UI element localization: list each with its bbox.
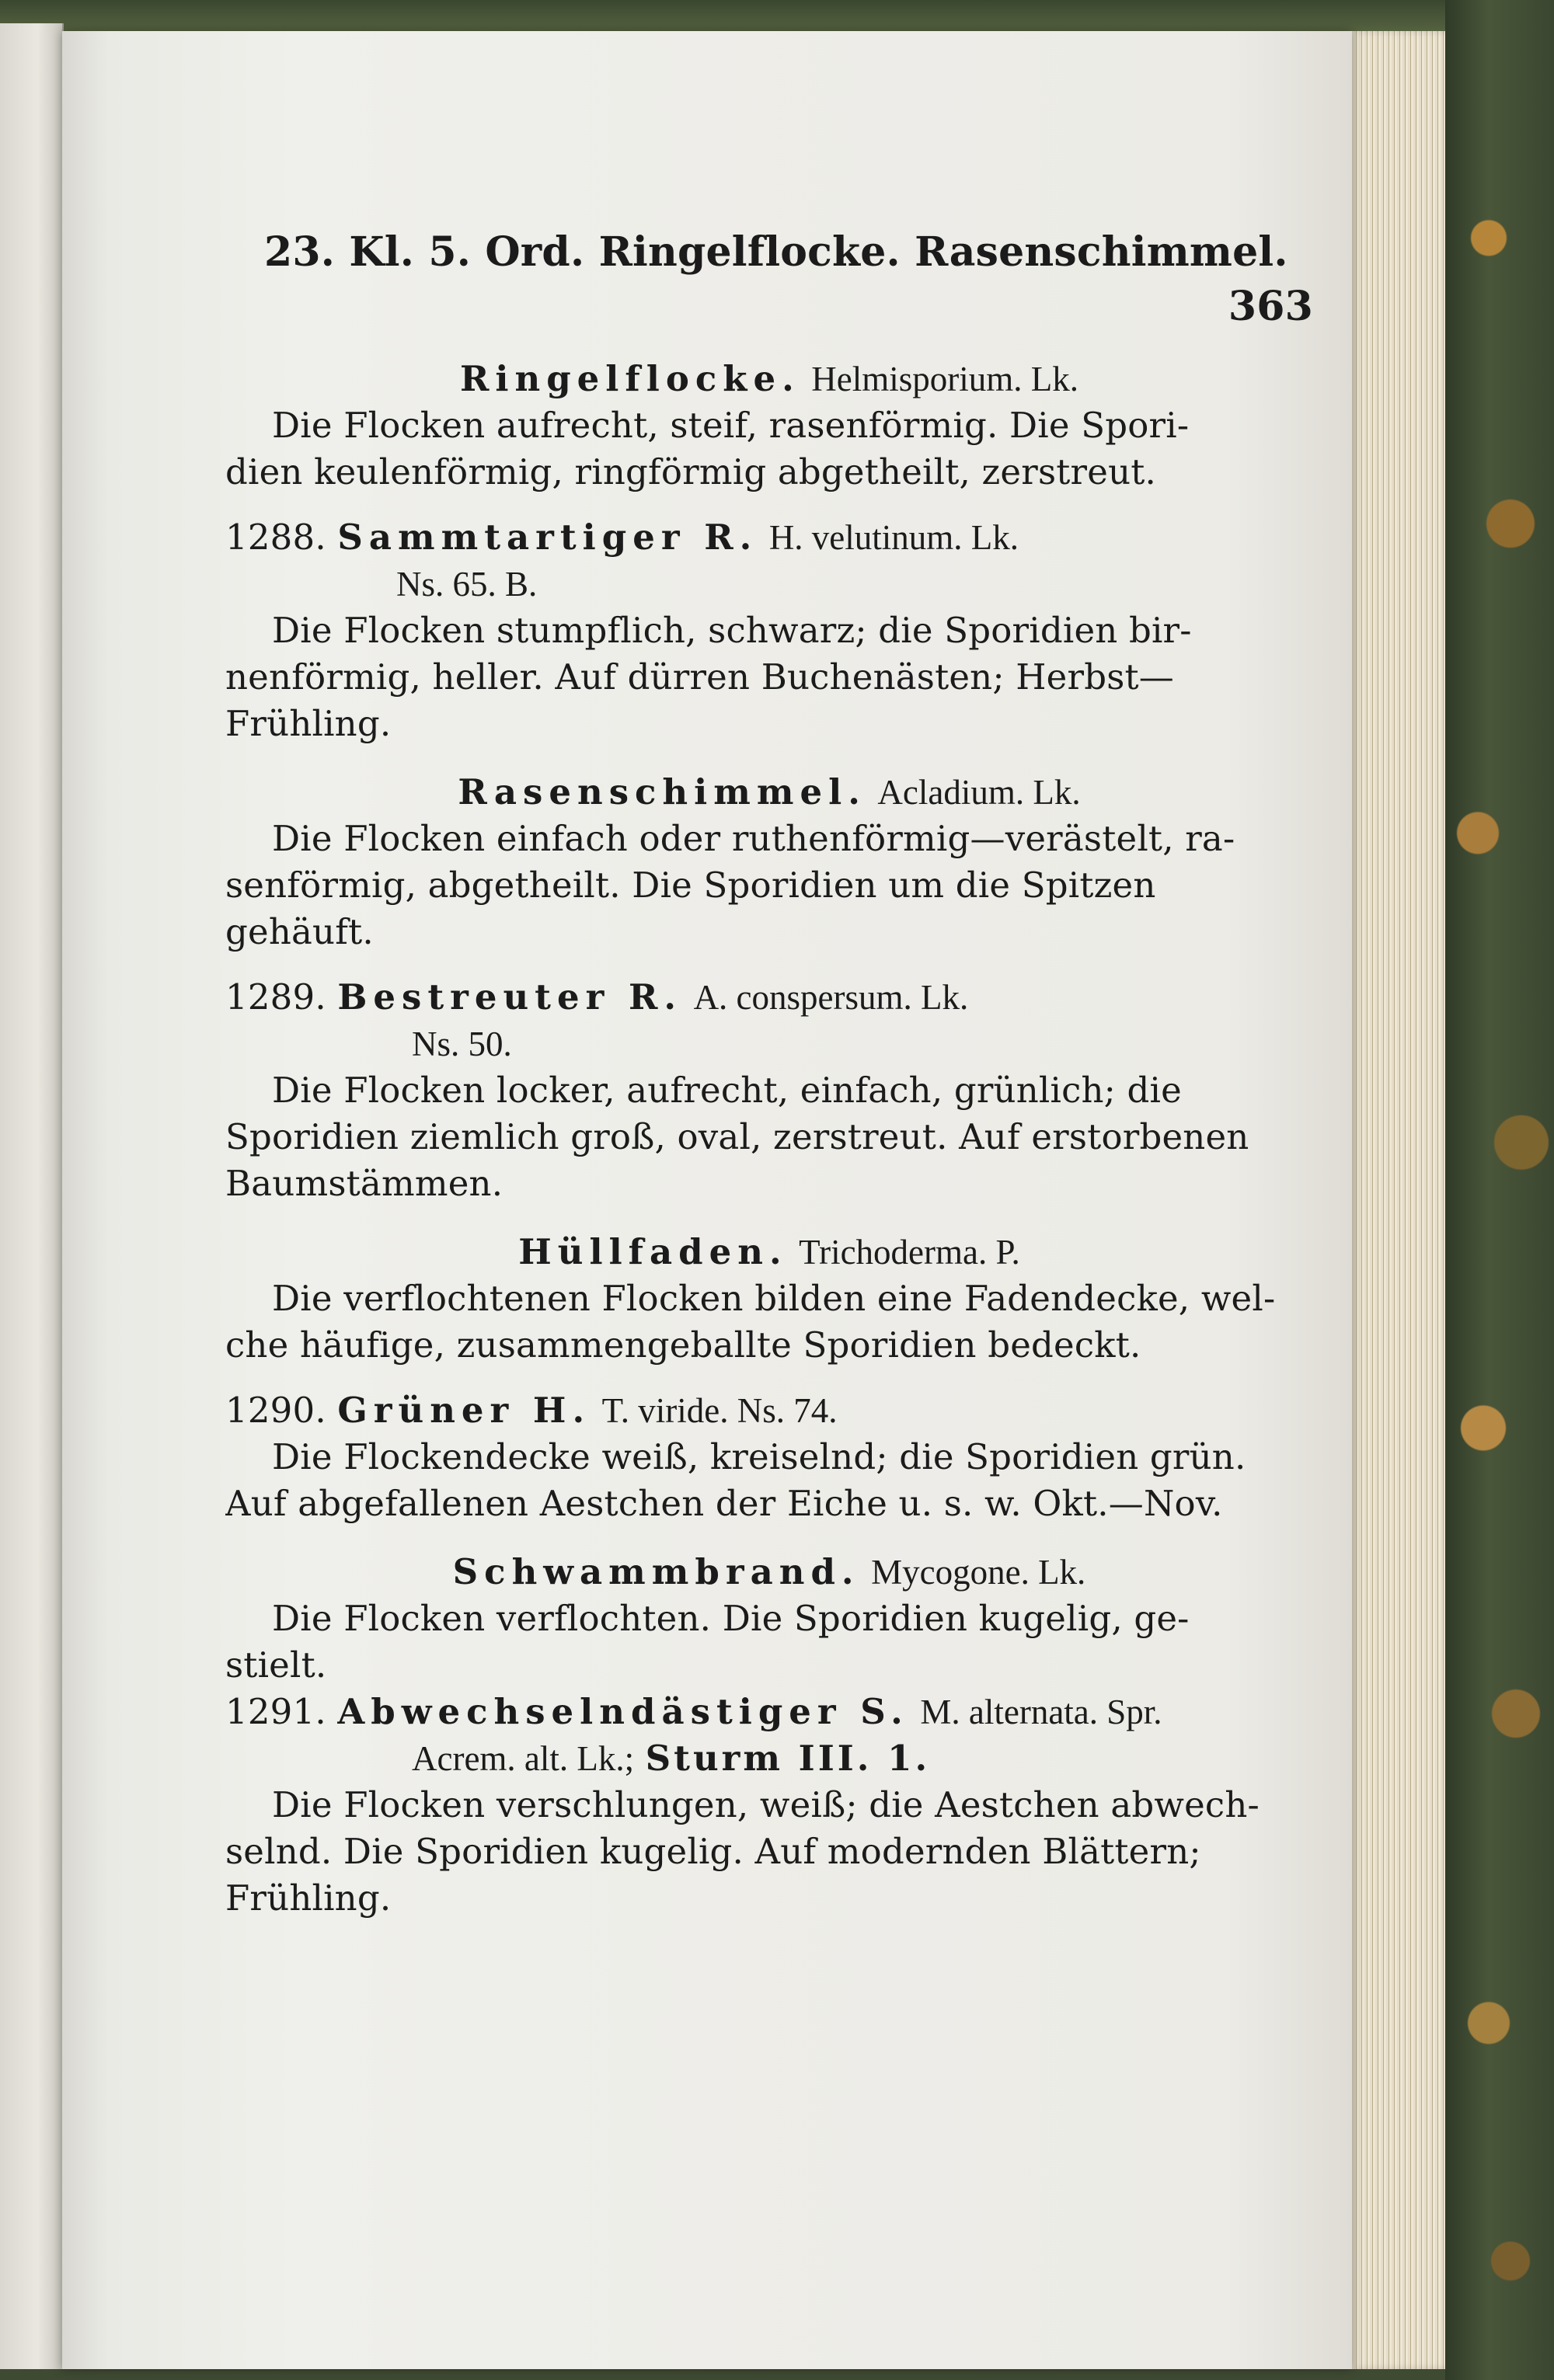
species-description-line: Die Flockendecke weiß, kreiselnd; die Sporidien grün. xyxy=(272,1436,1246,1477)
running-title: 23. Kl. 5. Ord. Ringelflocke. Rasenschimmel. xyxy=(264,228,1288,276)
genus-latin: Helmisporium. Lk. xyxy=(811,360,1078,398)
genus-latin: Trichoderma. P. xyxy=(799,1233,1020,1272)
page-edges xyxy=(1348,31,1445,2369)
species-description-line: Baumstämmen. xyxy=(225,1163,503,1204)
species-description-line: Die Flocken verschlungen, weiß; die Aestchen abwech- xyxy=(272,1784,1260,1825)
species-number: 1288. xyxy=(225,517,326,558)
reference-latin: Acrem. alt. Lk.; xyxy=(412,1739,635,1778)
genus-german: Schwammbrand. xyxy=(452,1551,860,1592)
species-number: 1291. xyxy=(225,1691,326,1732)
page-number: 363 xyxy=(1228,283,1313,330)
genus-german: Ringelflocke. xyxy=(460,358,800,399)
species-description-line: selnd. Die Sporidien kugelig. Auf modernden Blättern; xyxy=(225,1831,1201,1872)
species-description-line: Frühling. xyxy=(225,703,392,744)
genus-description-line: Die Flocken einfach oder ruthenförmig—verästelt, ra- xyxy=(272,818,1235,859)
species-description-line: Frühling. xyxy=(225,1877,392,1919)
genus-heading-trichoderma xyxy=(225,1229,1313,1275)
genus-latin: Acladium. Lk. xyxy=(877,773,1081,812)
species-number: 1289. xyxy=(225,976,326,1018)
genus-description-line: che häufige, zusammengeballte Sporidien bedeckt. xyxy=(225,1324,1141,1366)
genus-latin: Mycogone. Lk. xyxy=(871,1553,1086,1592)
genus-description-line: Die Flocken verflochten. Die Sporidien kugelig, ge- xyxy=(272,1598,1190,1639)
species-description-line: nenförmig, heller. Auf dürren Buchenästen; Herbst— xyxy=(225,656,1175,698)
species-name-german: Abwechselndästiger S. xyxy=(337,1691,909,1732)
reference-german: Sturm III. 1. xyxy=(645,1738,931,1779)
genus-description-line: Die Flocken aufrecht, steif, rasenförmig. Die Spori- xyxy=(272,405,1190,446)
page-text xyxy=(225,225,1313,1922)
genus-description-line: dien keulenförmig, ringförmig abgetheilt, zerstreut. xyxy=(225,451,1157,492)
species-name-latin: H. velutinum. Lk. xyxy=(768,518,1019,557)
genus-german: Rasenschimmel. xyxy=(458,771,866,812)
species-name-german: Grüner H. xyxy=(337,1390,591,1431)
book-page xyxy=(62,31,1352,2369)
species-reference: Ns. 65. B. xyxy=(396,565,538,604)
species-name-latin: M. alternata. Spr. xyxy=(920,1693,1162,1731)
marbled-cover xyxy=(1445,0,1554,2380)
genus-description-line: gehäuft. xyxy=(225,911,374,952)
species-entry-1289 xyxy=(225,974,1313,1021)
genus-heading-mycogone xyxy=(225,1549,1313,1595)
species-name-german: Bestreuter R. xyxy=(337,976,683,1018)
genus-description-line: stielt. xyxy=(225,1644,327,1686)
species-number: 1290. xyxy=(225,1390,326,1431)
species-name-latin: T. viride. Ns. 74. xyxy=(601,1391,838,1430)
species-description-line: Die Flocken stumpflich, schwarz; die Sporidien bir- xyxy=(272,610,1192,651)
genus-description-line: senförmig, abgetheilt. Die Sporidien um die Spitzen xyxy=(225,865,1156,906)
species-reference xyxy=(225,1735,1313,1782)
species-name-latin: A. conspersum. Lk. xyxy=(693,978,969,1017)
genus-heading-helmisporium xyxy=(225,356,1313,402)
running-header xyxy=(225,225,1313,334)
genus-description-line: Die verflochtenen Flocken bilden eine Fadendecke, wel- xyxy=(272,1278,1276,1319)
genus-german: Hüllfaden. xyxy=(518,1231,788,1272)
genus-heading-acladium xyxy=(225,769,1313,816)
previous-page-edge xyxy=(0,23,64,2369)
species-description-line: Die Flocken locker, aufrecht, einfach, grünlich; die xyxy=(272,1070,1182,1111)
species-entry-1288 xyxy=(225,514,1313,561)
species-description-line: Auf abgefallenen Aestchen der Eiche u. s. w. Okt.—Nov. xyxy=(225,1483,1223,1524)
species-entry-1291 xyxy=(225,1689,1313,1735)
species-entry-1290 xyxy=(225,1387,1313,1434)
species-description-line: Sporidien ziemlich groß, oval, zerstreut. Auf erstorbenen xyxy=(225,1116,1249,1157)
species-name-german: Sammtartiger R. xyxy=(337,517,758,558)
book-cover-top xyxy=(0,0,1554,31)
species-reference: Ns. 50. xyxy=(412,1025,512,1063)
